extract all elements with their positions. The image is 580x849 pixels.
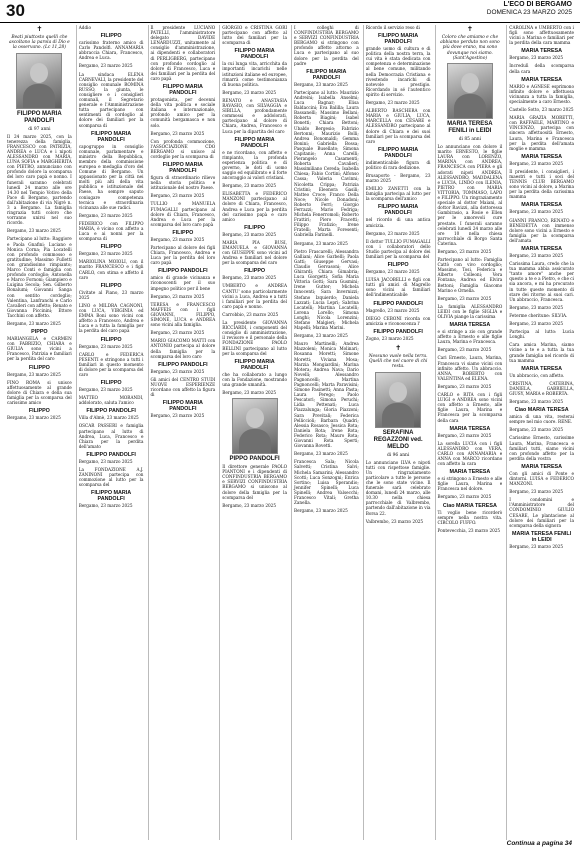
notice-place-date: Valbrembo, 23 marzo 2025 — [365, 518, 424, 524]
notice-text: MARIOLINA MOIOLI, con il marito FRANCESCO e i figli CARLO, con stima e affetto il caro — [78, 259, 144, 280]
notice-text: La sindaca ELENA CARNEVALI, la presidente del consiglio comunale ROMINA RUSSO, la giunta, le consigliere e i consiglieri comunali, il Segretario generale e l'Amministrazione tutta partecipano con sentimenti di cordoglio al dolore dei familiari per la scomparsa di — [78, 71, 144, 128]
notice-text: Il presidente, i consiglieri, i maestri e tutti i soci del TENNIS CLUB BERGAMO sono vicini al dolore, a Marina per la perdita della carissima mamma — [509, 168, 574, 200]
notice-place-date: Bergamo, 23 marzo 2025 — [78, 343, 133, 349]
notice-place-date: Bergamo, 23 marzo 2025 — [294, 240, 348, 246]
notice-place-date: Bergamo, 23 marzo 2025 — [509, 160, 563, 166]
notice-text: Il direttore generale PAOLO PIANTONI e i dipendenti di CONFINDUSTRIA BERGAMO e SERVIZI CONFINDUSTRIA BERGAMO si uniscono al dolore della famiglia per la scomparsa del — [222, 464, 287, 500]
notice-place-date: Bergamo, 23 marzo 2025 — [7, 415, 61, 421]
notice-text: CRISTINA, CATERINA, DANIELA, GABRIELLA, GIUSY, MARIA e ROBERTA. — [509, 380, 574, 396]
notice-text: figura di straordinario rilievo nella storia politica e istituzionale del nostro Paese. — [150, 175, 216, 191]
notice-name: FILIPPO PANDOLFI — [373, 328, 423, 335]
continuation-note: Continua a pagina 34 — [506, 840, 572, 847]
notice-name: FILIPPO PANDOLFI — [158, 268, 208, 275]
notice-text: ALBERTO BASCHERA con MARIA e GIULIA, LUCA, MARCELLA con CESARE e ALESSANDRO partecipano al dolore di Chiara e dei suoi familiari per la scomparsa del caro — [365, 108, 431, 144]
notice-name: MARIA TERESA — [521, 48, 563, 55]
notice-name: FILIPPO MARIA PANDOLFI — [234, 358, 275, 371]
notice-text: OSCAR PASSERI e famiglia partecipano al lutto di Andrea, Luca, Francesco e Chiara per la perdita dell'amato — [78, 423, 144, 449]
notice-text: MARIA PIA BUSI, EMANUELA e GIOVANNA con GIUSEPPE sono vicini ad Andrea e familiari nel dolore per la scomparsa del caro — [222, 239, 287, 266]
notice-name: FILIPPO — [100, 336, 122, 343]
notice-text: Il dottor TULLIO FUMAGALLI con i collaboratori dello Studio partecipa al dolore dei familiari per la scomparsa del — [365, 238, 431, 259]
publication-info — [487, 1, 572, 17]
notice-place-date: Bergamo, 23 marzo 2025 — [437, 494, 492, 500]
notice-name: FILIPPO MARIA PANDOLFI — [306, 68, 347, 81]
notice-place-date: Bergamo, 23 marzo 2025 — [365, 100, 420, 106]
notice-place-date: Bergamo, 23 marzo 2025 — [150, 193, 205, 199]
notice-place-date: Bergamo, 23 marzo 2025 — [509, 304, 563, 310]
notice-place-date: Bergamo, 23 marzo 2025 — [365, 269, 420, 275]
notice-place-date: Bergamo, 23 marzo 2025 — [150, 293, 205, 299]
notice-place-date: Bergamo, 23 marzo 2025 — [78, 251, 133, 257]
deceased-age: di 97 anni — [28, 126, 51, 132]
column-2 — [76, 25, 146, 840]
notice-text: Cari Ernesto, Laura, Marina, Francesca vi siamo vicini con infinito affetto. Un abbraccio. ANNA, ROBERTO con VALENTINA ed ELENA. — [437, 355, 503, 381]
notice-text: Francesca Sala; Nicola Salvetti; Cristina Salvi; Michela Samarini; Alessandro Scotti; Luca Sonzogni; Enrica Sortino; Luisa Sperandio; Jennifer Spinelli; Luca Spinelli; Andrea Valsecchi; Francesco Vitali; Gretha Zanella. — [294, 459, 359, 506]
notice-text: Partecipano al lutto: Raggiore e Paola Gnafini; Luciano e Monica Corna; Pia Locatelli con profondo commosso e gratitudine; Massimo Fulletti con grandissimo rimpianto; Marco Conti e famiglia con profondo cordoglio; Antonella e Marco Fornoni; Giampiero e Luigina Secola; Sen. Gilberto Bonalumi; Giovanni Sanga con sentito cordoglio; Valentina, Lanfranchi e Carlo Cavalleri con affetto; Renato e Giovanna Piccinini; Ettore Tacchini con affetto. — [7, 236, 72, 318]
notice-place-date: Bergamo, 23 marzo 2025 — [509, 321, 563, 327]
column-1 — [5, 25, 74, 840]
notice-name: FILIPPO PANDOLFI — [86, 408, 136, 415]
notice-text: la cui lunga vita, arricchita da importanti incarichi nelle istituzioni italiane ed europee, rimarrà come testimonianza di buona politica. — [222, 61, 287, 87]
notice-place-date: Bergamo, 23 marzo 2025 — [509, 209, 563, 215]
deceased-name: FILIPPO MARIA PANDOLFI — [17, 110, 62, 124]
notice-name: FILIPPO PANDOLFI — [373, 300, 423, 307]
notice-place-date: Bergamo, 23 marzo 2025 — [222, 183, 276, 189]
notice-text: MARIA GRAZIA MORETTI, con RAFFAELE, MARTINO e VINCENZO, partecipa con sincera affettuosità Ernesto, Laura, Marina e Francesca per la perdita dell'amata moglie e mamma — [509, 115, 574, 151]
notice-place-date: Bergamo, 23 marzo 2025 — [150, 330, 205, 336]
notice-place-date: Bergamo, 23 marzo 2025 — [78, 458, 133, 464]
notice-text: grande uomo di cultura e di politica della nostra terra, la cui vita è stata dedicata con competenza e determinazione al bene comune, militando nella Democrazia Cristiana e rivestendo incarichi di notevole prestigio. Ricordando in sé l'autentico spirito di servizio. — [365, 46, 431, 97]
notice-text: LUISA JACOBELLI e figli con tutti gli amici di Magrello sono vicini ai familiari dell'indimenticabile — [365, 277, 431, 298]
notice-text: CARLO e FEDERICA PESENTI e stringono a tutti i familiari in questo momento di dolore per la scomparsa del caro — [78, 351, 144, 377]
notice-name: MARIA TERESA — [449, 322, 491, 329]
notice-text: MARIANGELA e CARMEN con FABRIZIO, CHIARA e GIULIA sono vicini a Francesco, Patrizia e familiari per la perdita del caro — [7, 336, 72, 362]
notice-place-date: Bergamo, 23 marzo 2025 — [78, 63, 133, 69]
notice-text: RENATO e ANASTASIA RAVASIO, con SILVAGGIA e SIBILLA, profondamente commossi e addolorati, partecipano al dolore di Chiara, Andrea, Francesco e Luca per la dipartita del caro — [222, 97, 287, 134]
notice-place-date: Castello Sotto, 23 marzo 2025 — [509, 107, 574, 113]
notice-text: GIANNI FRANCO, RENATO e BENEDETTA con immenso dolore sono vicini a Ernesto e famiglia per la scomparsa dell'amata — [509, 217, 574, 243]
notice-place-date: Bergamo, 23 marzo 2025 — [222, 389, 276, 395]
notice-place-date: Bergamo, 23 marzo 2025 — [222, 231, 276, 237]
notice-text: GIORGIO e CRISTINA GORI partecipano con affetto al lutto dei familiari per la scomparsa di — [222, 25, 287, 46]
notice-text: Un abbraccio, con affetto. — [509, 372, 565, 378]
notice-text: Il presidente LUCIANO PATELLI, l'amministratore delegato DAVIDE LENARDUZZI, unitamente al consiglio d'amministrazione, ai dipendenti e collaboratori di PERLIGBERG, partecipano con profondo cordoglio al dolore di Francesco, Luca e dei familiari per la perdita del caro papà — [150, 25, 216, 81]
notice-place-date: Bergamo, 23 marzo 2025 — [365, 230, 420, 236]
notice-place-date: Bergamo, 23 marzo 2025 — [150, 130, 205, 136]
notice-place-date: Bergamo, 23 marzo 2025 — [150, 413, 205, 419]
notice-text: LINO e MILDRA CAGNONI, con LUCA, VIRGINIA ed EMMA Boni sono vicini con affetto a Francesco, Andrea e Luca e a tutta la famiglia per la perdita del caro papà — [78, 302, 144, 334]
column-3 — [148, 25, 218, 840]
notice-name: FILIPPO MARIA PANDOLFI — [234, 48, 275, 61]
notice-name: MARIA TERESA — [449, 425, 491, 432]
notice-name: FILIPPO — [100, 282, 122, 289]
notice-text: Il 24 marzo 2025, con la tenerezza della famiglia, FRANCESCO con PATRIZIA, ANDREA e LUCA e i nipoti ALESSANDRO con MARIA, LUNA SOFIA e MARGHERITA con PIETRO, annunciano con profondo dolore la scomparsa del loro caro papà e nonno. I funerali saranno celebrati lunedì 24 marzo alle ore 14.30 nel Tempio Votivo della Pace di Bergamo, partendo dall'abitazione di via Nigrè n. 3 a Bergamo. La famiglia ringrazia tutti coloro che vorranno unirsi nel suo ricordo. — [7, 133, 72, 226]
notice-place-date: Bergamo, 23 marzo 2025 — [294, 333, 348, 339]
notice-text: Carissimo Ernesto, carissime Laura, Marina, Francesca e familiari tutti, siamo vicini con profondo affetto per la perdita della vostra — [509, 435, 574, 461]
notice-name: PIPPO — [31, 329, 48, 336]
notice-text: La presidente GIOVANNA RICCIARDI, i componenti del consiglio di amministrazione, il revisore e il personale della FONDAZIONE PAOLO BELLINI partecipano al lutto per la scomparsa del — [222, 320, 287, 356]
notice-place-date: Villa d'Almè, 23 marzo 2025 — [78, 415, 139, 421]
notice-name: FILIPPO — [100, 244, 122, 251]
notice-place-date: Bergamo, 23 marzo 2025 — [437, 248, 492, 254]
notice-text: nel ricordo di una antica amicizia. — [365, 217, 431, 228]
notice-name: FILIPPO MARIA PANDOLFI — [91, 130, 132, 143]
notice-place-date: Bergamo, 23 marzo 2025 — [222, 275, 276, 281]
notice-text: La sorella LUCIA con i figli ALESSANDRO con VERA, CARLO con ANNAMARIA e ANNA con MARCO ricordano con affetto la cara — [437, 440, 503, 467]
notice-name: MARIA TERESA — [521, 153, 563, 160]
notice-place-date: Bergamo, 23 marzo 2025 — [294, 508, 348, 514]
column-6 — [363, 25, 433, 840]
notice-name: FILIPPO — [244, 224, 266, 231]
notice-text: amica di una vita, resterai sempre nel mio cuore. RENE. — [509, 414, 574, 425]
notice-name: FILIPPO MARIA PANDOLFI — [378, 33, 419, 46]
portrait-photo — [375, 372, 421, 428]
notice-place-date: Bergamo, 23 marzo 2025 — [78, 212, 133, 218]
notice-text: Mauro Martinelli; Andrea Mazzoleni; Monica Molinari; Rosanna Moretti; Simone Moretti; Viviana Mosa; Marzia Mongiardini; Marina Motera; Andrea Nava; Dario Novelli; Alessandro Pagnoncelli; Martina Pagnoncelli; Marta Paravisini; Simone Pasinetti; Anna Pasta; Laura Perego; Paolo Pescatori; Simona Peruchi; Lidia Pettenati; Luca Piazzalunga; Gloria Piazzoni; Sara Previtali; Federica Pelliccioli; Barbara Quadri; Alessia Rosasco; Jessica Rota; Daniela Rota; Irene Rota; Federico Rota; Mauro Rota; Giovanni Rota Sperti; Giovanna Rovetti. — [294, 341, 359, 449]
notice-place-date: Bergamo, 23 marzo 2025 — [7, 320, 61, 326]
notice-place-date: Bergamo, 23 marzo 2025 — [437, 383, 492, 389]
deceased-name: MARIA TERESA FENILI in LEIDI — [447, 121, 493, 135]
notice-text: La FONDAZIONE A.J. ZANINONI partecipa con commozione al lutto per la scomparsa del — [78, 467, 144, 488]
notice-name: MARIA TERESA — [449, 469, 491, 476]
notice-text: TERESA e FRANCESCO MAFFEIS con i figli GIOVANNI, FILIPPO, SIMONE, LUCA e ANDREA sono vicini alla famiglia. — [150, 301, 216, 328]
notice-text: Partecipano al dolore dei figli Chiara, Francesco, Andrea e Luca per la perdita del loro caro papà — [150, 245, 216, 266]
notice-place-date: Bergamo, 23 marzo 2025 — [437, 295, 492, 301]
notice-place-date: Bergamo, 23 marzo 2025 — [509, 399, 563, 405]
column-4 — [219, 25, 289, 840]
notice-place-date: Bergamo, 23 marzo 2025 — [78, 503, 133, 509]
portrait-photo — [232, 398, 278, 454]
notice-place-date: Bergamo, 23 marzo 2025 — [437, 347, 492, 353]
deceased-name: PIPPO PANDOLFI — [229, 456, 280, 463]
notice-text: indimenticabile figura di politico di rara dedizione. — [365, 159, 431, 170]
notice-place-date: Bergamo, 23 marzo 2025 — [7, 228, 61, 234]
column-5 — [291, 25, 361, 840]
notice-place-date: Bergamo, 23 marzo 2025 — [509, 543, 563, 549]
notice-name: FILIPPO — [100, 380, 122, 387]
notice-text: I colleghi di CONFINDUSTRIA BERGAMO e SERVIZI CONFINDUSTRIA BERGAMO si stringono con profondo affetto attorno a Luca e partecipano al suo dolore per la perdita del padre — [294, 25, 359, 66]
notice-name: FILIPPO — [244, 268, 266, 275]
portrait-photo — [447, 63, 493, 119]
notice-text: CARLO e RITA con i figli LUIGI e ANDREA sono vicini con affetto a Ernesto, alle figlie Laura, Marina e Francesca per la scomparsa della cara — [437, 392, 503, 423]
notice-place-date: Brusaporto - Bergamo, 23 marzo 2025 — [365, 172, 431, 184]
notice-name: MARIA TERESA FENILI in LEIDI — [512, 530, 572, 543]
publication-name: L'ECO DI BERGAMO — [503, 1, 572, 8]
notice-place-date: Bergamo, 23 marzo 2025 — [294, 451, 348, 457]
notice-name: FILIPPO MARIA PANDOLFI — [162, 162, 203, 175]
notice-text: Partecipano al lutto: Maurizio Andreini; Isabella Anselmi; Luca Bagnar; Elisa Baldaccini; Eva Balilla; Laura Bassanelli; Massimo Bellani; Roberta Biagini; Isabel Bonetti; Chiara Bettoni; Ubaldo Bergesio; Fabrizio Bertonni; Maurizio Bolli; Andrea Bonomaldi; Gemma Bonini; Gabriella Bossa; Pasquale Busellato; Simona Capitanio; Anna Carelli; Pierangelo Casamenti; Roberta Cavalieri; Massimiliano Cereda; Isabella Chiesa; Fabio Cortini; Alfonso Cassa; Valeria Cavinni; Nicoletta Crippa; Patrizia Cristini; Eleonora Gasili; Matteo Croce; Franco Della Noce; Nicole Donadoni; Roberto Ferri; Giorgio Ferrazzi; Mario Fedriga; Michela Fenerromoli; Roberto Frattiri; Piero Fracetti; Filippo Fratizio; Irene Fratelli; Marta Foresenti; Gabriella Farinelli. — [294, 89, 359, 238]
memorial-quote: Nessuno vuole nella terra. Quelli che nel cuore di chi resta. — [368, 353, 428, 370]
notice-text: Lo annunciano con dolore il marito ERNESTO, le figlie LAURA con LORENZO, MARINA con ANDREA, FRANCESCA con PIERA e gli adorati nipoti ANDREA, ALESSANDRO, MADDALENA e LUCIA, LINDO con ILENIA, PIETRO con MARIA VITTORIA, TOMMASO, LAPO e FILIPPO. Un ringraziamento speciale al dottor Maiani, al dottor Ravizzi, alla dottoressa Gambirasio, a Rosie e Ellen per le amorevoli cure prestate. I funerali saranno celebrati lunedì 24 marzo alle ore 10 nella chiesa parrocchiale di Borgo Santa Caterina. — [437, 144, 503, 246]
notice-text: Feterme cheritune: SILVIA. — [509, 312, 568, 318]
notice-text: EMILIO ZANETTI con la famiglia partecipa al lutto per la scomparsa dell'amico — [365, 186, 431, 202]
notice-name: FILIPPO MARIA PANDOLFI — [378, 204, 419, 217]
notice-name: Ciao MARIA TERESA — [442, 502, 497, 509]
notice-name: FILIPPO PANDOLFI — [158, 361, 208, 368]
notice-text: I condomini e l'Amministratore del CONDOMINIO GIULIO CESARE, Le plantacione al dolore dei familiari per la scomparsa della signora — [509, 497, 574, 528]
notice-text: Con gli amici di Ponte e dintorni. LUISA e FEDERICO MANZONI. — [509, 470, 574, 487]
notice-text: carissimo fraterno amico di Carlo Pandolfi. ANNAMARIA abbraccia Chiara, Francesco, Andrea e Luca. — [78, 40, 144, 61]
notice-name: FILIPPO MARIA PANDOLFI — [234, 136, 275, 149]
notice-name: FILIPPO MARIA PANDOLFI — [162, 84, 203, 97]
notice-place-date: Bergamo, 23 marzo 2025 — [294, 81, 348, 87]
notice-name: FILIPPO MARIA PANDOLFI — [162, 400, 203, 413]
notice-text: Partecipa al lutto: Lucia Longhi. — [509, 329, 574, 340]
notice-place-date: Pontevecchia, 23 marzo 2025 — [437, 527, 501, 533]
notice-place-date: Bergamo, 23 marzo 2025 — [509, 427, 563, 433]
notice-text: Lo annunciano ILVA e nipoti tutti con rispettose famiglie. Un ringraziamento particolare a tutte le persone che le sono state vicine. Il funerale sarà celebrato domani, lunedì 24 marzo, alle 10.30 nella chiesa parrocchiale di Valbrembo, partendo dall'abitazione in via Borsa 22. — [365, 459, 431, 516]
notice-name: MARIA TERESA — [521, 246, 563, 252]
memorial-quote: Beati piuttosto quelli che ascoltano la parola di Dio e la osservano. (Lc 11,28) — [8, 35, 70, 51]
notice-place-date: Bergamo, 23 marzo 2025 — [150, 368, 205, 374]
memorial-quote: Coloro che amiamo e che abbiamo perduto non sono più dove erano, ma sono dovunque noi siamo. (Sant'Agostino) — [440, 35, 500, 61]
notice-text: FINO ROMA si unisce affettuosamente al grande dolore di Chiara e della sua famiglia per la scomparsa del carissimo amico — [7, 379, 72, 406]
notice-name: FILIPPO — [387, 262, 409, 269]
notice-text: Gli amici del CENTRO STUDI NUOVE ESPERIENZE ricordano con affetto la figura di — [150, 376, 216, 398]
deceased-name: SERAFINA REGAZZONI ved. MELDO — [373, 429, 423, 450]
notice-name: MARIA TERESA — [521, 202, 563, 209]
notice-text: e ne ricordano, con affetto e rimpianto, la profonda esperienza politica e di governo, le doti di uomo saggio ed equilibrato e il forte ancoraggio ai valori cristiani. — [222, 149, 287, 181]
column-8 — [506, 25, 576, 840]
notice-text: CAROLINA e UMBERTO con i figli sono affettuosamente vicini a Marina e familiari per la perdita della cara mamma — [509, 25, 574, 46]
notice-place-date: Bergamo, 23 marzo 2025 — [509, 253, 563, 258]
notice-text: DIEGO CEBONI ricorda con amicizia e riconoscenza l' — [365, 315, 431, 326]
notice-place-date: Bergamo, 23 marzo 2025 — [222, 89, 276, 95]
page-header — [0, 0, 580, 23]
notice-name: FILIPPO — [28, 364, 50, 371]
notice-text: Partecipano al lutto: Famiglia Cattò con vivo cordoglio; Massimo, Tosi, Federica e Alberto Colleoni; Vera Fontana; Andrea ed Elvira Bettoni; Famiglia Giacomo Marino e Ornella. — [437, 257, 503, 293]
portrait-photo — [16, 53, 62, 109]
cross-icon: ✝ — [395, 343, 402, 352]
notice-text: Con profonda commozione, l'ASSOCIAZIONE CDO BERGAMO si unisce al cordoglio per la scomparsa di — [150, 138, 216, 159]
notice-name: MARIA TERESA — [521, 76, 563, 83]
notice-text: Ti voglio bene ricorderò sempre nella nostra vita. CIRCOLO FUFFO. — [437, 509, 503, 525]
notice-text: Carissima Laura, credo che la tua mamma abbia assicurato "tanto amore" anche per questo a te e a Pietro, e che ci sia ancora, e mi ha procurato in tutte queste momento di stare dei ritorno ai suoi cari. Un abbraccio, Francesca. — [509, 261, 574, 302]
notice-text: e si stringe a zio con grande affetto a Ernesto e alle figlie Laura, Marina e Francesca. — [437, 329, 503, 345]
notice-name: FILIPPO MARIA PANDOLFI — [91, 490, 132, 503]
notice-text: amico di grande vicinanza e riconoscenti per il suo impegno politico per il bene — [150, 275, 216, 291]
notice-text: Incredulì della scomparsa della cara — [509, 63, 574, 74]
notice-name: FILIPPO — [28, 408, 50, 415]
notice-name: Ciao MARIA TERESA — [514, 407, 569, 414]
notice-text: capogruppo in consiglio comunale, parlamentare e ministro della Repubblica, membro della commissione europea e medaglia d'oro del Comune di Bergamo. Un appassionato per la città nei molti più alti della vita pubblica e istituzionale del Paese, ha sempre saputo coniugare competenza tecnica e straordinaria vicinanza alle sue radici. — [78, 143, 144, 210]
notice-place-date: Bergamo, 23 marzo 2025 — [509, 489, 563, 495]
notice-text: FEDERICO con FILIPPO MARIA, è vicino con affetto a Luca e ai nonni per la scomparsa di — [78, 220, 144, 242]
notice-place-date: Bergamo, 23 marzo 2025 — [7, 371, 61, 377]
notice-name: FILIPPO — [172, 229, 194, 236]
obituary-columns — [5, 25, 576, 840]
notice-place-date: Carrobbio, 23 marzo 2025 — [222, 311, 279, 317]
notice-text: protagonista, per decenni della vita politica e sociale italiana e internazionale, profondo amico per la comunità bergamasca e non solo. — [150, 97, 216, 128]
notice-name: FILIPPO PANDOLFI — [86, 451, 136, 458]
notice-name: MARIA TERESA — [521, 463, 563, 470]
notice-place-date: Bergamo, 23 marzo 2025 — [222, 502, 276, 508]
notice-text: Pietro Frascarelli; Alessandra Galliani; Alice Garbelli; Paola Gatti; Giuseppe Gervasi; Claudio Gervasoni; Alice Ghirardi; Chiara Gimabria; Luca Giorgetti; Sofia Maria Vittoria Gotti; Sara Gusmini; Irene Gutter; Michela Innocenti; Sara Invernizzi; Stefano Izquierdo; Daniela Lazzati; Lucia Lepri; Sabrina Locatelli; Martina Locatelli; Lorena Lorello; Simona Longhi; Nicola Lorenzini; Stefano Malgieri; Michela Mapelli; Marina Marini. — [294, 248, 359, 331]
notice-place-date: Bergamo, 23 marzo 2025 — [437, 432, 492, 438]
notice-place-date: Civitate al Piano, 23 marzo 2025 — [78, 289, 144, 300]
notice-name: FILIPPO MARIA PANDOLFI — [378, 146, 419, 159]
notice-text: e si stringono a Ernesto e alle figlie Laura, Marina e Francesca nel dolore. — [437, 476, 503, 492]
notice-name: FILIPPO — [100, 33, 122, 40]
notice-place-date: Zogno, 23 marzo 2025 — [365, 335, 414, 341]
page-number: 30 — [6, 1, 25, 20]
notice-text: che ha collaborato a lungo con la Fondazione, mostrando una grande umanità. — [222, 371, 287, 387]
notice-text: MARIO GIACOMO MATTI con ANTONIO partecipa al dolore della famiglia per la scomparsa del loro caro — [150, 338, 216, 359]
deceased-age: di 85 anni — [458, 137, 482, 143]
notice-text: Ricordo il servizio reso di — [365, 25, 420, 30]
cross-icon: ✝ — [466, 25, 473, 33]
deceased-age: di 96 anni — [386, 452, 410, 458]
notice-text: MARIO e AGNESE esprimono infinito dolore e affettuosa vicinanza a tutta la famiglia, specialmente a caro Ernesto. — [509, 83, 574, 104]
notice-place-date: Bergamo, 23 marzo 2025 — [78, 387, 133, 393]
notice-text: ELISABETTA e FEDERICO MANZONI partecipano al dolore di Chiara, Francesco, Andrea e Luca per la perdita del carissimo papà e caro amico — [222, 191, 287, 222]
notice-text: Addio — [78, 25, 91, 30]
notice-text: Cara amica Marina, siamo vicine a te e a tutta la tua grande famiglia nel ricordo di tua mamma — [509, 342, 574, 363]
notice-place-date: Bergamo, 23 marzo 2025 — [150, 236, 205, 242]
issue-date: DOMENICA 23 MARZO 2025 — [486, 9, 572, 16]
notice-place-date: Magrello, 23 marzo 2025 — [365, 307, 420, 313]
notice-place-date: Bergamo, 23 marzo 2025 — [509, 55, 563, 61]
notice-name: MARIA TERESA — [521, 365, 563, 372]
notice-text: MATTEO MORANDI, addolorato, saluta l'amico — [78, 395, 144, 406]
notice-text: TULLIO e MANUELA FUMAGALLI partecipano al dolore di Chiara, Francesco, Andrea e Luca per la scomparsa del loro caro papà — [150, 201, 216, 227]
notice-text: La famiglia ALESSANDRO LEIDI con le figlie SIGLIA e OLIVIA piange la carissima — [437, 303, 503, 320]
column-7 — [435, 25, 505, 840]
notice-text: UMBERTO e ANDREA CANTU' sono particolarmente vicini a Luca, Andrea e a tutti i familiari per la perdita del caro papà e nonno. — [222, 283, 287, 309]
cross-icon: ✝ — [36, 25, 43, 33]
